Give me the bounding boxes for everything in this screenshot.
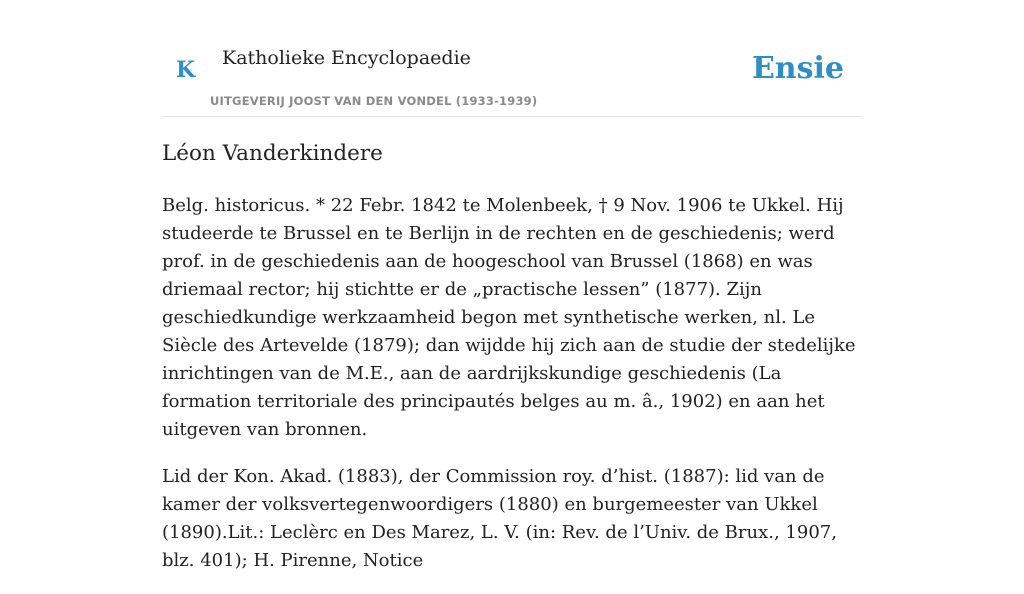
article-paragraph: Belg. historicus. * 22 Febr. 1842 te Molenbeek, † 9 Nov. 1906 te Ukkel. Hij studeerde te Brussel en te Berlijn in de rechten en de geschiedenis; werd prof. in de geschiedenis aan de hoogeschool van Brussel (1868) en was driemaal rector; hij stichtte er de „practische lessen” (1877). Zijn geschiedkundige werkzaamheid begon met synthetische werken, nl. Le Siècle des Artevelde (1879); dan wijdde hij zich aan de studie der stedelijke inrichtingen van de M.E., aan de aardrijkskundige geschiedenis (La formation territoriale des principautés belges au m. â., 1902) en aan het uitgeven van bronnen. [162, 195, 856, 440]
site-header [162, 0, 862, 117]
logo-icon[interactable]: K [176, 57, 196, 83]
site-title[interactable]: Katholieke Encyclopaedie [222, 47, 471, 69]
brand-logo[interactable]: Ensie [751, 51, 844, 86]
article-title: Léon Vanderkindere [162, 141, 383, 166]
publisher-subtitle: UITGEVERIJ JOOST VAN DEN VONDEL (1933-1939) [210, 94, 538, 108]
article-body [162, 192, 862, 594]
article-paragraph: Lid der Kon. Akad. (1883), der Commission roy. d’hist. (1887): lid van de kamer der volksvertegenwoordigers (1880) en burgemeester van Ukkel (1890).Lit.: Leclèrc en Des Marez, L. V. (in: Rev. de l’Univ. de Brux., 1907, blz. 401); H. Pirenne, Notice [162, 466, 837, 571]
